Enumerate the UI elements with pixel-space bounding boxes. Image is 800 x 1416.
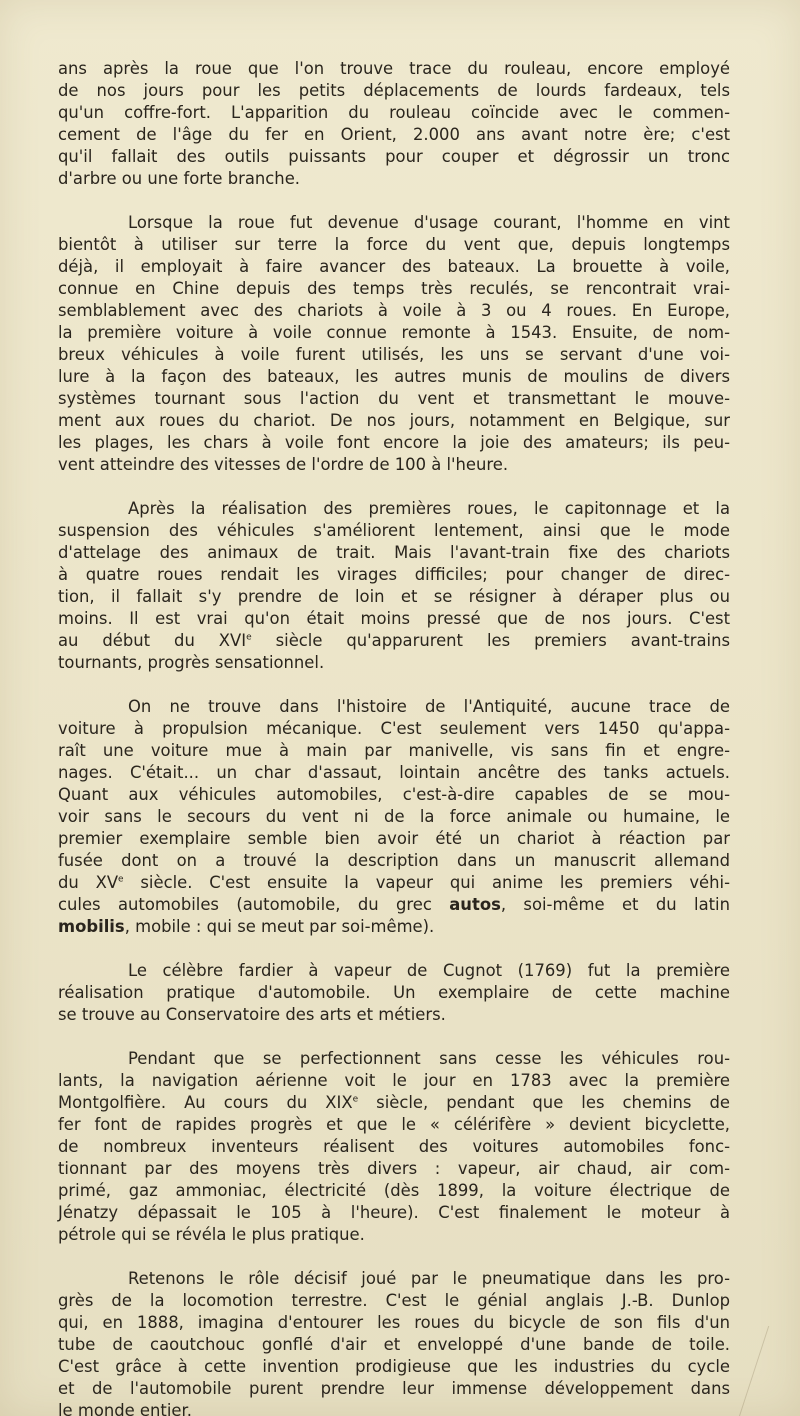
paragraph bbox=[58, 696, 730, 938]
text-line: et de l'automobile purent prendre leur immense développement dans bbox=[58, 1379, 730, 1398]
text-line: nages. C'était... un char d'assaut, lointain ancêtre des tanks actuels. bbox=[58, 763, 730, 782]
text-line: réalisation pratique d'automobile. Un exemplaire de cette machine bbox=[58, 983, 730, 1002]
text-line: pétrole qui se révéla le plus pratique. bbox=[58, 1225, 365, 1244]
text-line: déjà, il employait à faire avancer des bateaux. La brouette à voile, bbox=[58, 257, 730, 276]
text-line: d'arbre ou une forte branche. bbox=[58, 169, 300, 188]
text-line: voiture à propulsion mécanique. C'est seulement vers 1450 qu'appa- bbox=[58, 719, 730, 738]
text-line: cement de l'âge du fer en Orient, 2.000 ans avant notre ère; c'est bbox=[58, 125, 730, 144]
text-line: moins. Il est vrai qu'on était moins pressé que de nos jours. C'est bbox=[58, 609, 730, 628]
text-line: tournants, progrès sensationnel. bbox=[58, 653, 325, 672]
text-line: de nos jours pour les petits déplacements de lourds fardeaux, tels bbox=[58, 81, 730, 100]
text-line: voir sans le secours du vent ni de la force animale ou humaine, le bbox=[58, 807, 730, 826]
text-line: Montgolfière. Au cours du XIXe siècle, pendant que les chemins de bbox=[58, 1093, 730, 1112]
text-line: suspension des véhicules s'améliorent lentement, ainsi que le mode bbox=[58, 521, 730, 540]
text-line: ment aux roues du chariot. De nos jours, notamment en Belgique, sur bbox=[58, 411, 730, 430]
text-line: au début du XVIe siècle qu'apparurent les premiers avant-trains bbox=[58, 631, 730, 650]
article-body bbox=[58, 58, 730, 1416]
paragraph bbox=[58, 960, 730, 1026]
text-line: fer font de rapides progrès et que le « célérifère » devient bicyclette, bbox=[58, 1115, 730, 1134]
text-line: qu'il fallait des outils puissants pour couper et dégrossir un tronc bbox=[58, 147, 730, 166]
text-line: C'est grâce à cette invention prodigieuse que les industries du cycle bbox=[58, 1357, 730, 1376]
text-line: ans après la roue que l'on trouve trace du rouleau, encore employé bbox=[58, 59, 730, 78]
text-line: qui, en 1888, imagina d'entourer les roues du bicycle de son fils d'un bbox=[58, 1313, 730, 1332]
text-line: Retenons le rôle décisif joué par le pneumatique dans les pro- bbox=[128, 1269, 730, 1288]
text-line: Lorsque la roue fut devenue d'usage courant, l'homme en vint bbox=[128, 213, 730, 232]
text-line: le monde entier. bbox=[58, 1401, 192, 1416]
text-line: premier exemplaire semble bien avoir été un chariot à réaction par bbox=[58, 829, 730, 848]
text-line: Après la réalisation des premières roues, le capitonnage et la bbox=[128, 499, 730, 518]
text-line: bientôt à utiliser sur terre la force du vent que, depuis longtemps bbox=[58, 235, 730, 254]
text-line: On ne trouve dans l'histoire de l'Antiquité, aucune trace de bbox=[128, 697, 730, 716]
text-line: tion, il fallait s'y prendre de loin et se résigner à déraper plus ou bbox=[58, 587, 730, 606]
text-line: Pendant que se perfectionnent sans cesse les véhicules rou- bbox=[128, 1049, 730, 1068]
text-line: connue en Chine depuis des temps très reculés, se rencontrait vrai- bbox=[58, 279, 730, 298]
page-corner-fold bbox=[739, 1326, 800, 1416]
text-line: tube de caoutchouc gonflé d'air et enveloppé d'une bande de toile. bbox=[58, 1335, 730, 1354]
text-line: vent atteindre des vitesses de l'ordre de 100 à l'heure. bbox=[58, 455, 509, 474]
text-line: d'attelage des animaux de trait. Mais l'avant-train fixe des chariots bbox=[58, 543, 730, 562]
text-line: lure à la façon des bateaux, les autres munis de moulins de divers bbox=[58, 367, 730, 386]
paragraph bbox=[58, 498, 730, 674]
text-line: se trouve au Conservatoire des arts et métiers. bbox=[58, 1005, 446, 1024]
text-line: qu'un coffre-fort. L'apparition du rouleau coïncide avec le commen- bbox=[58, 103, 730, 122]
text-line: la première voiture à voile connue remonte à 1543. Ensuite, de nom- bbox=[58, 323, 730, 342]
text-line: semblablement avec des chariots à voile à 3 ou 4 roues. En Europe, bbox=[58, 301, 730, 320]
text-line: à quatre roues rendait les virages difficiles; pour changer de direc- bbox=[58, 565, 730, 584]
text-line: cules automobiles (automobile, du grec autos, soi-même et du latin bbox=[58, 895, 730, 914]
text-line: breux véhicules à voile furent utilisés, les uns se servant d'une voi- bbox=[58, 345, 730, 364]
text-line: du XVe siècle. C'est ensuite la vapeur qui anime les premiers véhi- bbox=[58, 873, 730, 892]
paragraph bbox=[58, 58, 730, 190]
paragraph bbox=[58, 1268, 730, 1416]
text-line: mobilis, mobile : qui se meut par soi-même). bbox=[58, 917, 435, 936]
text-line: lants, la navigation aérienne voit le jour en 1783 avec la première bbox=[58, 1071, 730, 1090]
paragraph bbox=[58, 212, 730, 476]
text-line: Jénatzy dépassait le 105 à l'heure). C'est finalement le moteur à bbox=[58, 1203, 730, 1222]
text-line: systèmes tournant sous l'action du vent et transmettant le mouve- bbox=[58, 389, 730, 408]
text-line: raît une voiture mue à main par manivelle, vis sans fin et engre- bbox=[58, 741, 730, 760]
text-line: tionnant par des moyens très divers : vapeur, air chaud, air com- bbox=[58, 1159, 730, 1178]
text-line: grès de la locomotion terrestre. C'est le génial anglais J.-B. Dunlop bbox=[58, 1291, 730, 1310]
paragraph bbox=[58, 1048, 730, 1246]
text-line: les plages, les chars à voile font encore la joie des amateurs; ils peu- bbox=[58, 433, 730, 452]
text-line: primé, gaz ammoniac, électricité (dès 1899, la voiture électrique de bbox=[58, 1181, 730, 1200]
text-line: Le célèbre fardier à vapeur de Cugnot (1769) fut la première bbox=[128, 961, 730, 980]
text-line: fusée dont on a trouvé la description dans un manuscrit allemand bbox=[58, 851, 730, 870]
text-line: Quant aux véhicules automobiles, c'est-à-dire capables de se mou- bbox=[58, 785, 730, 804]
text-line: de nombreux inventeurs réalisent des voitures automobiles fonc- bbox=[58, 1137, 730, 1156]
